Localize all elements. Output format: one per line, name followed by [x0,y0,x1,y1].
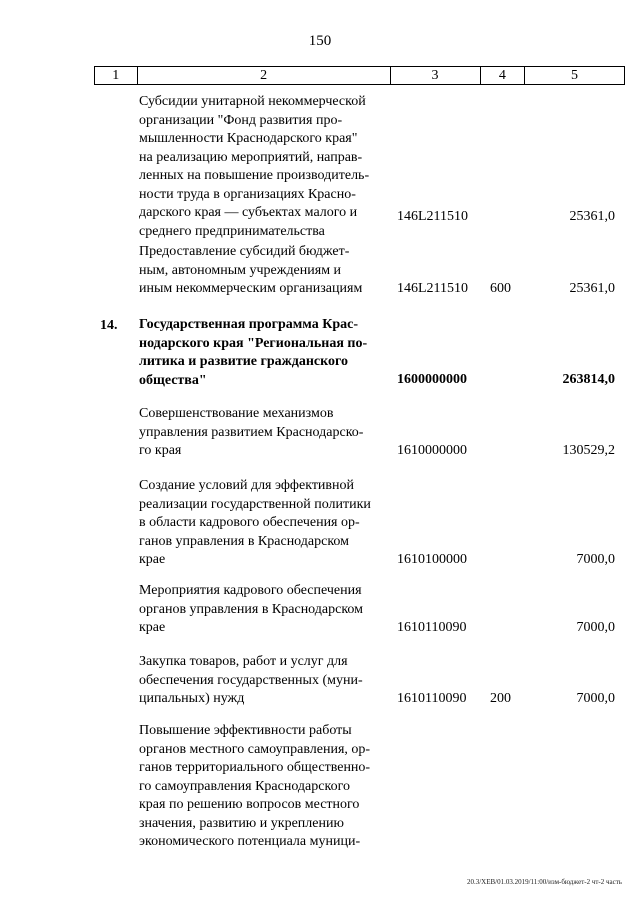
page-number: 150 [308,33,332,49]
row-vr: 200 [490,691,511,706]
row-vr: 600 [490,281,511,296]
row-amount: 130529,2 [562,443,615,458]
row-amount: 7000,0 [576,620,615,635]
row-code: 146L211510 [397,281,469,296]
row-amount: 25361,0 [569,281,615,296]
table-header [94,66,625,85]
header-col-2: 2 [137,67,390,85]
row-code: 1610100000 [397,552,467,567]
header-col-4: 4 [480,67,525,85]
row-description: Закупка товаров, работ и услуг для обеспечения государственных (муни- ципальных) нужд [139,654,363,706]
row-description: Субсидии унитарной некоммерческой организации "Фонд развития про- мышленности Краснодарского края" на реализацию мероприятий, направ- ленных на повышение производитель- ности труда в организациях Красно- дарского края — субъектах малого и среднего предпринимательства [139,94,370,239]
row-code: 1610110090 [397,620,467,635]
row-code: 146L211510 [397,209,469,224]
header-col-3: 3 [390,67,480,85]
row-code: 1610000000 [397,443,467,458]
row-amount: 7000,0 [576,691,615,706]
row-number: 14. [100,318,118,333]
row-code: 1610110090 [397,691,467,706]
row-description: Совершенствование механизмов управления развитием Краснодарско- го края [139,406,364,458]
row-amount: 7000,0 [576,552,615,567]
row-amount: 25361,0 [569,209,615,224]
row-description: Создание условий для эффективной реализации государственной политики в области кадрового обеспечения ор- ганов управления в Краснодарском крае [139,478,371,567]
row-code: 1600000000 [397,372,467,387]
row-amount: 263814,0 [562,372,615,387]
row-description: Государственная программа Крас- нодарского края "Региональная по- литика и развитие гражданского общества" [139,317,368,388]
row-description: Предоставление субсидий бюджет- ным, автономным учреждениям и иным некоммерческим организациям [139,244,363,296]
header-col-1: 1 [95,67,138,85]
row-description: Повышение эффективности работы органов местного самоуправления, ор- ганов территориального общественно- го самоуправления Краснодарского края по решению вопросов местного значения, развитию и укреплению экономического потенциала муници- [139,723,371,849]
row-description: Мероприятия кадрового обеспечения органов управления в Краснодарском крае [139,583,364,635]
document-footer: 20.3/ХЕВ/01.03.2019/11:00/изм-бюджет-2 чт-2 часть [466,878,622,886]
header-col-5: 5 [525,67,625,85]
